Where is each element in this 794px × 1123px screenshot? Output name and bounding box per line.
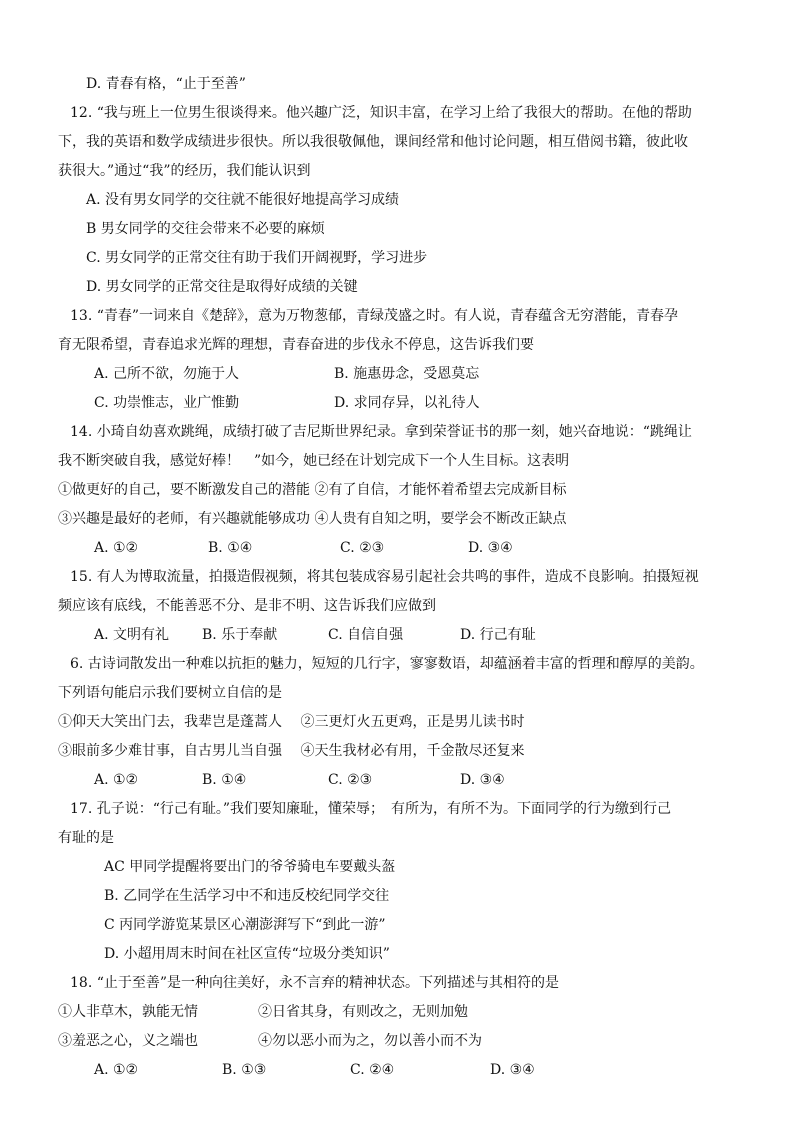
q14-option-a: A. ①②	[94, 540, 139, 556]
q14-option-b: B. ①④	[208, 540, 253, 556]
q13-stem-line-1: 13. “青春”一词来自《楚辞》，意为万物葱郁，青绿茂盛之时。有人说，青春蕴含无穷潜能，青春孕	[70, 308, 679, 324]
q11-option-d: D. 青春有格，“止于至善”	[86, 76, 246, 92]
q14-option-d: D. ③④	[468, 540, 513, 556]
q18-option-b: B. ①③	[222, 1062, 267, 1078]
q13-stem-line-2: 育无限希望，青春追求光辉的理想，青春奋进的步伐永不停息，这告诉我们要	[58, 337, 534, 353]
q16-item-line-1: ①仰天大笑出门去，我辈岂是蓬蒿人 ②三更灯火五更鸡，正是男儿读书时	[58, 714, 525, 730]
q18-item-4: ④勿以恶小而为之，勿以善小而不为	[258, 1033, 482, 1049]
q12-option-c: C. 男女同学的正常交往有助于我们开阔视野，学习进步	[86, 250, 428, 266]
q12-stem-line-1: 12. “我与班上一位男生很谈得来。他兴趣广泛，知识丰富，在学习上给了我很大的帮助。在他的帮助	[70, 105, 692, 121]
q12-stem-line-2: 下，我的英语和数学成绩进步很快。所以我很敬佩他，课间经常和他讨论问题，相互借阅书籍，彼此收	[58, 134, 688, 150]
q14-stem-line-2: 我不断突破自我，感觉好棒！ ”如今，她已经在计划完成下一个人生目标。这表明	[58, 453, 570, 469]
q16-option-b: B. ①④	[202, 772, 247, 788]
q15-option-d: D. 行己有耻	[460, 627, 536, 643]
q15-option-c: C. 自信自强	[328, 627, 404, 643]
q13-option-a: A. 己所不欲，勿施于人	[94, 366, 240, 382]
q18-item-1: ①人非草木，孰能无情	[58, 1004, 198, 1020]
q14-item-line-2: ③兴趣是最好的老师，有兴趣就能够成功 ④人贵有自知之明，要学会不断改正缺点	[58, 511, 567, 527]
q18-item-3: ③羞恶之心，义之端也	[58, 1033, 198, 1049]
q18-option-c: C. ②④	[350, 1062, 395, 1078]
q15-option-b: B. 乐于奉献	[202, 627, 278, 643]
q18-item-2: ②日省其身，有则改之，无则加勉	[258, 1004, 468, 1020]
q17-option-a: AC 甲同学提醒将要出门的爷爷骑电车要戴头盔	[104, 859, 396, 875]
q16-item-line-2: ③眼前多少难甘事，自古男儿当自强 ④天生我材必有用，千金散尽还复来	[58, 743, 525, 759]
q17-option-c: C 丙同学游览某景区心潮澎湃写下“到此一游”	[104, 917, 386, 933]
q17-stem-line-1: 17. 孔子说：“行己有耻。”我们要知廉耻，懂荣辱； 有所为，有所不为。下面同学的行为缴到行己	[70, 801, 672, 817]
q14-stem-line-1: 14. 小琦自幼喜欢跳绳，成绩打破了吉尼斯世界纪录。拿到荣誉证书的那一刻，她兴奋地说：“跳绳让	[70, 424, 692, 440]
q15-stem-line-1: 15. 有人为博取流量，拍摄造假视频，将其包装成容易引起社会共鸣的事件，造成不良影响。拍摄短视	[70, 569, 699, 585]
q18-option-d: D. ③④	[490, 1062, 535, 1078]
q12-option-b: B 男女同学的交往会带来不必要的麻烦	[86, 221, 325, 237]
q13-option-d: D. 求同存异，以礼待人	[334, 395, 480, 411]
q16-option-a: A. ①②	[94, 772, 139, 788]
q15-stem-line-2: 频应该有底线，不能善恶不分、是非不明、这告诉我们应做到	[58, 598, 436, 614]
q14-item-line-1: ①做更好的自己，要不断激发自己的潜能 ②有了自信，才能怀着希望去完成新目标	[58, 482, 567, 498]
q14-option-c: C. ②③	[340, 540, 385, 556]
q18-option-a: A. ①②	[94, 1062, 139, 1078]
q16-stem-line-1: 6. 古诗词散发出一种难以抗拒的魅力，短短的几行字，寥寥数语，却蕴涵着丰富的哲理和醇厚的美韵。	[70, 656, 704, 672]
q13-option-b: B. 施惠毋念，受恩莫忘	[334, 366, 480, 382]
q12-stem-line-3: 获很大。”通过“我”的经历，我们能认识到	[58, 163, 311, 179]
q17-stem-line-2: 有耻的是	[58, 830, 114, 846]
q16-stem-line-2: 下列语句能启示我们要树立自信的是	[58, 685, 282, 701]
q12-option-a: A. 没有男女同学的交往就不能很好地提高学习成绩	[86, 192, 400, 208]
q17-option-b: B. 乙同学在生活学习中不和违反校纪同学交往	[104, 888, 390, 904]
q18-stem-line-1: 18. “止于至善”是一种向往美好，永不言弃的精神状态。下列描述与其相符的是	[70, 975, 560, 991]
q17-option-d: D. 小超用周末时间在社区宣传“垃圾分类知识”	[104, 946, 390, 962]
q13-option-c: C. 功崇惟志，业广惟勤	[94, 395, 240, 411]
q15-option-a: A. 文明有礼	[94, 627, 170, 643]
q12-option-d: D. 男女同学的正常交往是取得好成绩的关键	[86, 279, 358, 295]
q16-option-d: D. ③④	[460, 772, 505, 788]
q16-option-c: C. ②③	[328, 772, 373, 788]
